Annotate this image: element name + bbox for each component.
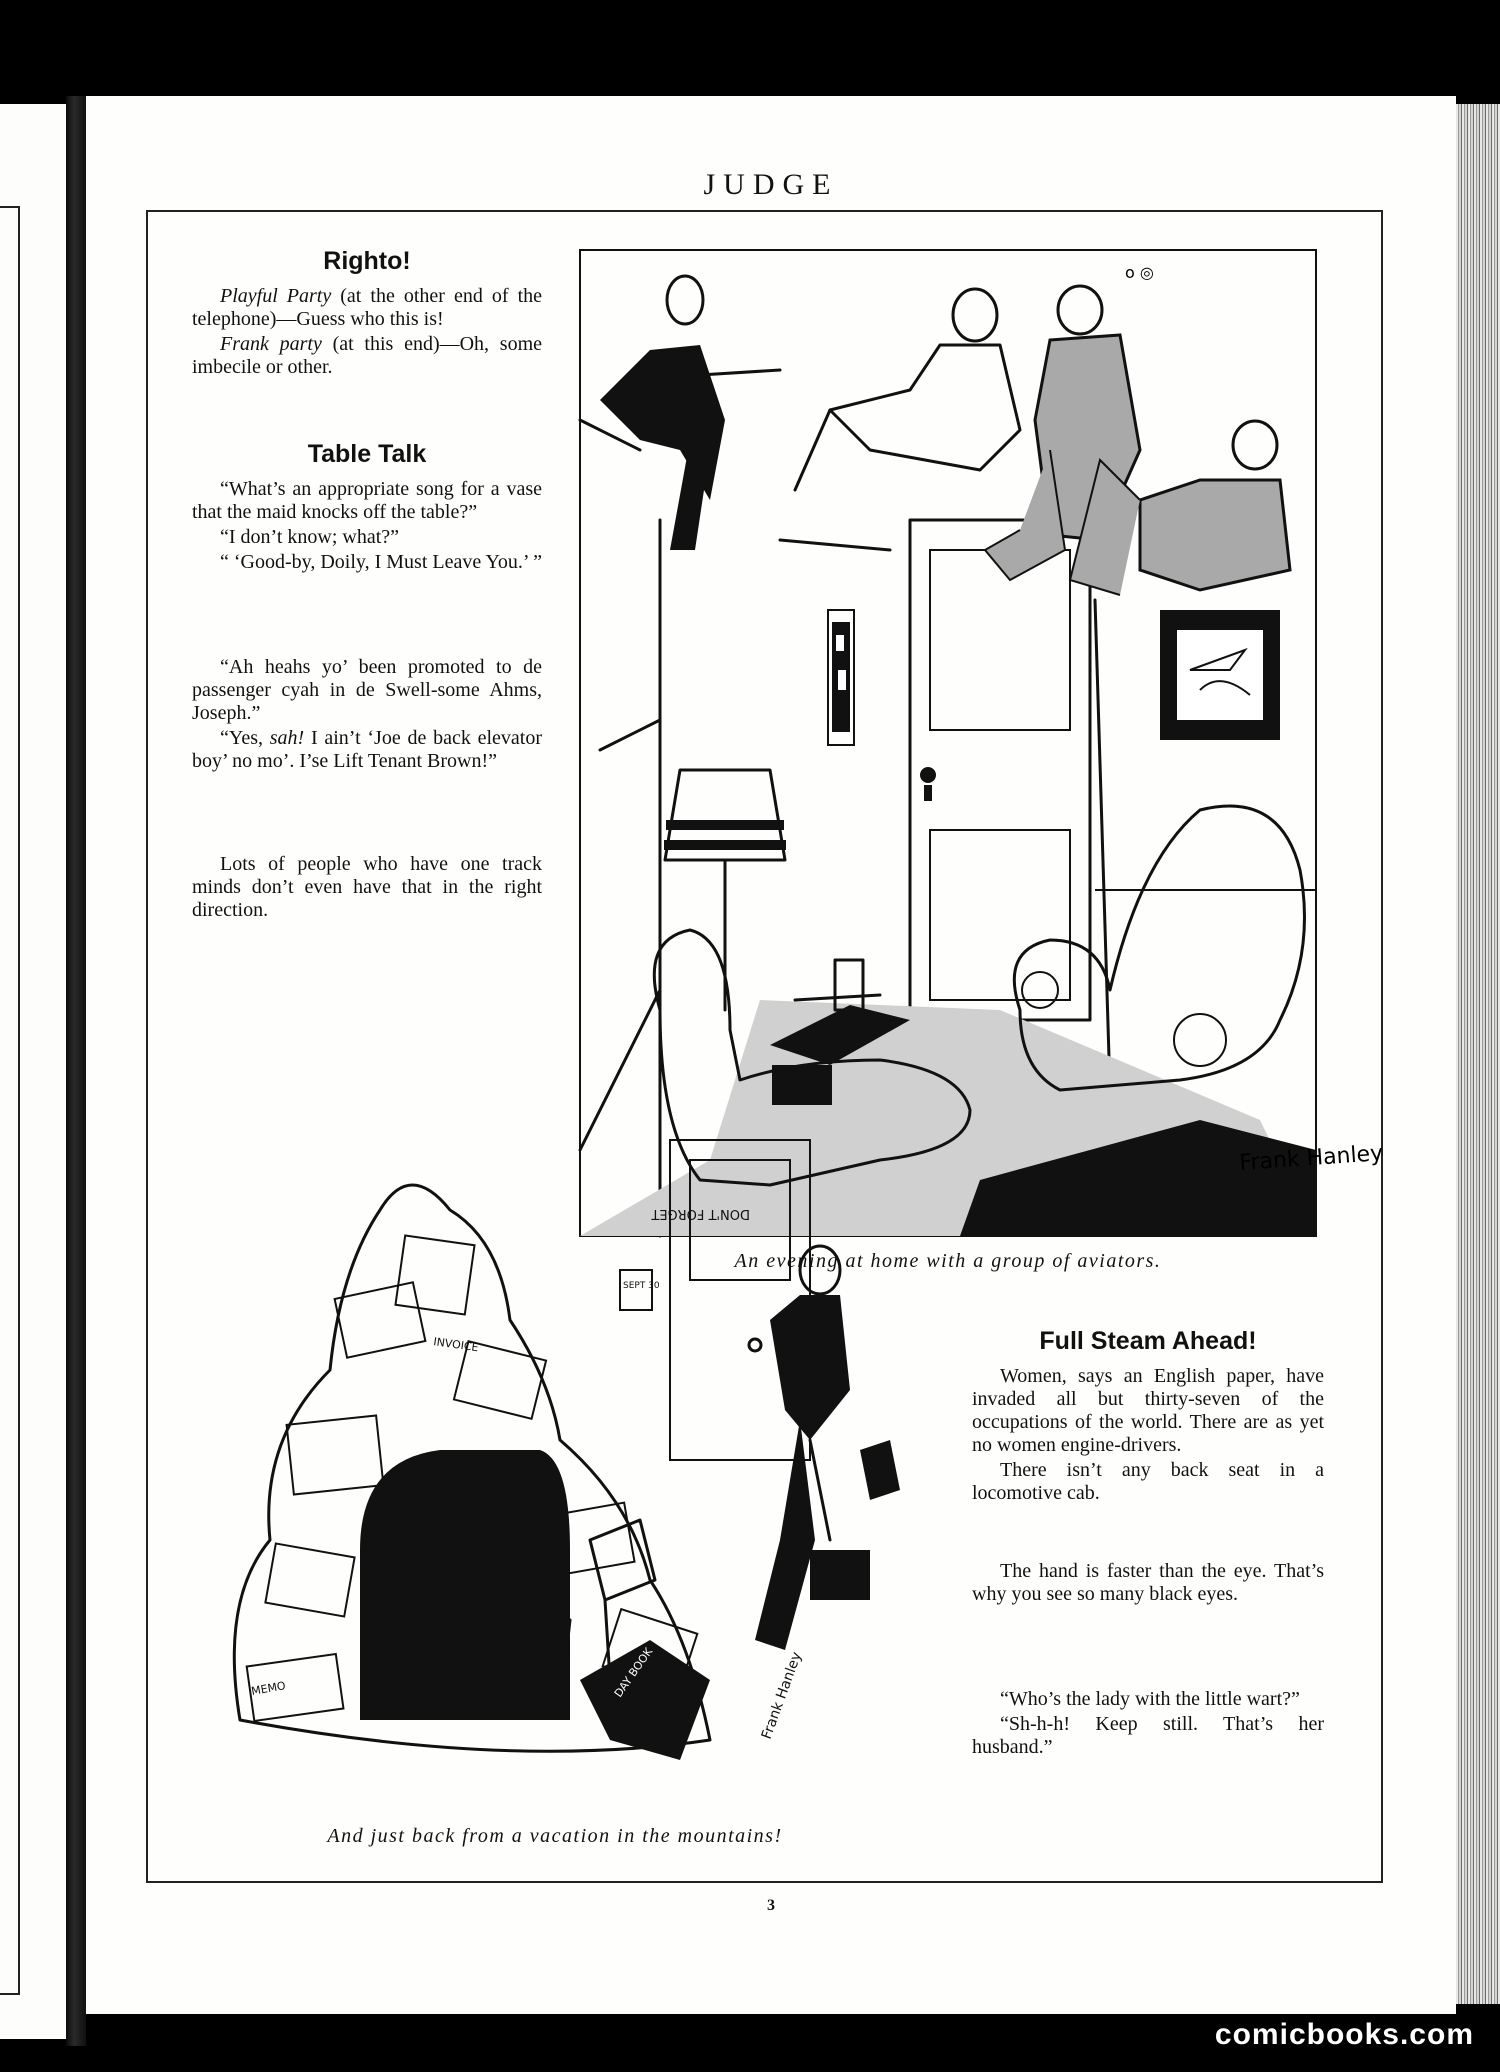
table-talk-title: Table Talk xyxy=(307,440,427,468)
aviators-cartoon xyxy=(580,250,1384,1236)
thought-bubble-marks: o ◎ xyxy=(1125,263,1154,282)
suitcase xyxy=(810,1550,870,1600)
right-column xyxy=(972,1327,1324,1761)
righto-title: Righto! xyxy=(323,247,411,275)
one-track-p1: Lots of people who have one track minds don’t even have that in the right direction. xyxy=(192,853,542,921)
one-track-joke xyxy=(192,853,542,922)
vacation-cartoon xyxy=(210,1120,910,1810)
running-head: JUDGE xyxy=(703,168,839,201)
righto-speaker-2: Frank party xyxy=(220,333,322,355)
invoice-label: INVOICE xyxy=(432,1335,480,1355)
page-number: 3 xyxy=(767,1897,775,1914)
lift-p1: “Ah heahs yo’ been promoted to de passenger cyah in de Swell-some Ahms, Joseph.” xyxy=(192,656,542,724)
full-steam-title: Full Steam Ahead! xyxy=(1039,1327,1257,1355)
daybook-label: DAY BOOK xyxy=(611,1645,656,1700)
full-steam-p1: Women, says an English paper, have invaded all but thirty-seven of the occupations of the world. There are as yet no women engine-drivers. xyxy=(972,1365,1324,1456)
top-cartoon-signature: Frank Hanley xyxy=(1238,1141,1384,1176)
lift-p2-em: sah! xyxy=(269,727,305,749)
full-steam-p2: There isn’t any back seat in a locomotive cab. xyxy=(972,1459,1324,1504)
watermark: comicbooks.com xyxy=(1214,2018,1474,2051)
lift-p2 xyxy=(192,727,542,773)
wall-hanging xyxy=(828,610,854,745)
returning-man xyxy=(755,1246,900,1650)
memo-label: MEMO xyxy=(250,1679,287,1698)
door xyxy=(910,520,1090,1020)
righto-line-2 xyxy=(192,333,542,379)
righto-text-1: (at the other end of the telephone)—Guess who this is! xyxy=(192,285,543,330)
table-talk-article xyxy=(192,440,542,574)
book-gutter xyxy=(66,96,86,2046)
righto-speaker-1: Playful Party xyxy=(220,285,332,307)
table-talk-p3: “ ‘Good-by, Doily, I Must Leave You.’ ” xyxy=(220,551,542,573)
righto-line-1 xyxy=(192,285,542,331)
lift-p2-b: I ain’t ‘Joe de back elevator boy’ no mo’. I’se Lift Tenant Brown!” xyxy=(192,727,542,772)
bottom-cartoon-caption: And just back from a vacation in the mountains! xyxy=(327,1825,783,1847)
pennant xyxy=(860,1440,900,1500)
hand-eye-joke xyxy=(972,1560,1324,1606)
page-stack-edges xyxy=(1456,104,1500,2004)
top-cartoon-caption: An evening at home with a group of aviators. xyxy=(734,1250,1162,1272)
hand-p1: The hand is faster than the eye. That’s why you see so many black eyes. xyxy=(972,1560,1324,1605)
wart-p2: “Sh-h-h! Keep still. That’s her husband.” xyxy=(972,1713,1324,1758)
lift-tenant-joke xyxy=(192,656,542,773)
table-talk-p1: “What’s an appropriate song for a vase that the maid knocks off the table?” xyxy=(192,478,542,523)
bottom-cartoon-signature: Frank Hanley xyxy=(758,1649,806,1742)
table-talk-p2: “I don’t know; what?” xyxy=(220,526,400,548)
wart-p1: “Who’s the lady with the little wart?” xyxy=(1000,1688,1300,1710)
facing-page-edge xyxy=(0,104,66,2039)
righto-text-2: (at this end)—Oh, some imbecile or other. xyxy=(192,333,543,378)
full-steam-article xyxy=(972,1327,1324,1505)
calendar-label: SEPT 30 xyxy=(623,1281,660,1291)
man-in-black-pointing xyxy=(600,276,780,550)
roll-top-desk xyxy=(360,1450,570,1720)
airplane-picture xyxy=(1160,610,1280,740)
left-column xyxy=(192,247,543,924)
wart-joke xyxy=(972,1688,1324,1759)
facing-page-rule xyxy=(0,206,20,1995)
man-sitting-crossed-legs xyxy=(795,289,1020,490)
righto-article xyxy=(192,247,543,379)
door-sign-label: DON'T FORGET xyxy=(651,1206,750,1221)
lift-p2-a: “Yes, xyxy=(220,727,270,749)
office-door xyxy=(620,1140,810,1460)
